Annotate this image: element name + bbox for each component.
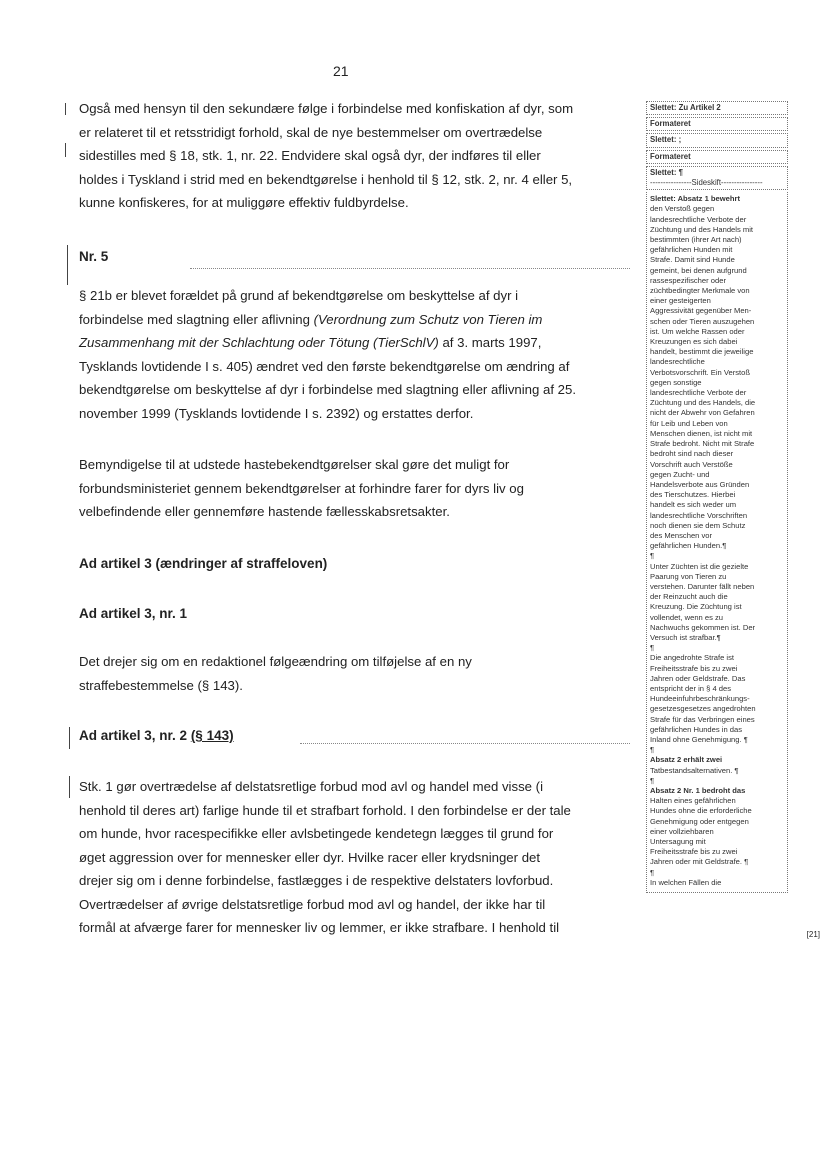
- balloon-line: Handelsverbote aus Gründen: [650, 479, 750, 489]
- balloon-line: landesrechtliche Vorschriften: [650, 510, 748, 520]
- balloon-line: den Verstoß gegen: [650, 204, 715, 214]
- balloon-line: Jahren oder Geldstrafe. Das: [650, 673, 746, 683]
- balloon-line: Züchtung und des Handels mit: [650, 224, 753, 234]
- balloon-line: Freiheitsstrafe bis zu zwei: [650, 663, 738, 673]
- balloon-line: Verbotsvorschrift. Ein Verstoß: [650, 367, 751, 377]
- balloon-line: Strafe für das Verbringen eines: [650, 714, 755, 724]
- balloon-line: Hundeeinfuhrbeschränkungs-: [650, 694, 750, 704]
- balloon-line: Inland ohne Genehmigung. ¶: [650, 734, 748, 744]
- balloon-line: Strafe bedroht. Nicht mit Strafe: [650, 439, 755, 449]
- balloon-line: einer vollziehbaren: [650, 826, 714, 836]
- comment-connector: [190, 268, 630, 269]
- balloon-line: Menschen dienen, ist nicht mit: [650, 428, 753, 438]
- balloon-line: des Menschen vor: [650, 530, 713, 540]
- revision-balloon[interactable]: Slettet: ;: [646, 133, 788, 147]
- balloon-line: ¶: [650, 551, 655, 561]
- paragraph: Stk. 1 gør overtrædelse af delstatsretlige forbud mod avl og handel med visse (i henhold til deres art) farlige hunde til et strafbart forhold. I den forbindelse er der tale om hunde, hvor racespecifikke eller avlsbetingede kendetegn lægges til grund for øget aggression over for mennesker eller dyr. Hvilke racer eller krydsninger det drejer sig om i denne forbindelse, fastlægges i de respektive delstaters lovforbud. Overtrædelser af øvrige delstatsretlige forbud mod avl og handel, der ikke har til formål at afværge farer for mennesker liv og lemmer, er ikke strafbare. I henhold til: [79, 779, 571, 935]
- section-heading: Ad artikel 3, nr. 1: [79, 606, 188, 621]
- balloon-line: nicht der Abwehr von Gefahren: [650, 408, 755, 418]
- paragraph: Også med hensyn til den sekundære følge i forbindelse med konfiskation af dyr, som er relateret til et retsstridigt forhold, skal de nye bestemmelser om overtrædelse sidestilles med § 18, stk. 1, nr. 22. Endvidere skal også dyr, der indføres til eller holdes i Tyskland i strid med en bekendtgørelse i henhold til § 12, stk. 2, nr. 4 eller 5, kunne konfiskeres, for at muliggøre effektiv fuldbyrdelse.: [79, 101, 574, 210]
- balloon-line: ¶: [650, 775, 655, 785]
- balloon-line: gegen Zucht- und: [650, 469, 710, 479]
- balloon-line: Kreuzung. Die Züchtung ist: [650, 602, 742, 612]
- balloon-line: schen oder Tieren auszugehen: [650, 316, 755, 326]
- balloon-line: Unter Züchten ist die gezielte: [650, 561, 749, 571]
- section-heading: Ad artikel 3, nr. 2 (§ 143): [79, 728, 234, 743]
- balloon-line: Kreuzungen es sich dabei: [650, 337, 738, 347]
- change-bar: [67, 245, 68, 285]
- change-bar: [69, 776, 70, 798]
- paragraph: Det drejer sig om en redaktionel følgeændring om tilføjelse af en ny straffebestemmelse (§ 143).: [79, 654, 472, 693]
- balloon-line: Jahren oder mit Geldstrafe. ¶: [650, 857, 749, 867]
- balloon-line: der Reinzucht auch die: [650, 592, 728, 602]
- balloon-line: des Tierschutzes. Hierbei: [650, 490, 736, 500]
- paragraph: § 21b er blevet forældet på grund af bekendtgørelse om beskyttelse af dyr i forbindelse med slagtning eller aflivning (Verordnung zum Schutz von Tieren im Zusammenhang mit der Schlachtung oder Tötung (TierSchlV) af 3. marts 1997, Tysklands lovtidende I s. 405) ændret ved den første bekendtgørelse om ændring af bekendtgørelse om beskyttelse af dyr i forbindelse med slagtning eller aflivning af 25. november 1999 (Tysklands lovtidende I s. 2392) og erstattes derfor.: [79, 288, 576, 421]
- section-heading: Nr. 5: [79, 249, 109, 264]
- change-bar: [65, 103, 66, 115]
- change-bar: [65, 143, 66, 157]
- balloon-line: In welchen Fällen die: [650, 877, 722, 887]
- balloon-line: handelt, bestimmt die jeweilige: [650, 347, 754, 357]
- balloon-line: Untersagung mit: [650, 837, 706, 847]
- balloon-line: bedroht sind nach dieser: [650, 449, 734, 459]
- revision-balloon[interactable]: Formateret: [646, 117, 788, 131]
- balloon-line: Tatbestandsalternativen. ¶: [650, 765, 739, 775]
- balloon-line: Freiheitsstrafe bis zu zwei: [650, 847, 738, 857]
- comment-tag[interactable]: [21]: [806, 930, 820, 939]
- change-bar: [69, 727, 70, 749]
- balloon-line: züchtbedingter Merkmale von: [650, 286, 750, 296]
- balloon-line: landesrechtliche Verbote der: [650, 214, 747, 224]
- balloon-line: bestimmten (ihrer Art nach): [650, 235, 742, 245]
- balloon-line: gefährlichen Hunden.¶: [650, 541, 727, 551]
- balloon-line: landesrechtliche Verbote der: [650, 388, 747, 398]
- balloon-line: Slettet: Absatz 1 bewehrt: [650, 194, 741, 204]
- revision-balloon-deleted-text[interactable]: [646, 192, 788, 893]
- balloon-line: ¶: [650, 745, 655, 755]
- balloon-line: gegen sonstige: [650, 377, 702, 387]
- balloon-line: Vorschrift auch Verstöße: [650, 459, 733, 469]
- balloon-line: gefährlichen Hundes in das: [650, 724, 743, 734]
- balloon-line: ¶: [650, 643, 655, 653]
- revision-balloon[interactable]: Formateret: [646, 150, 788, 164]
- balloon-line: Halten eines gefährlichen: [650, 796, 736, 806]
- balloon-line: gesetzesgesetzes angedrohten: [650, 704, 756, 714]
- balloon-line: noch dienen sie dem Schutz: [650, 520, 746, 530]
- balloon-line: ¶: [650, 867, 655, 877]
- balloon-line: handelt es sich weder um: [650, 500, 737, 510]
- balloon-line: Nachwuchs gekommen ist. Der: [650, 622, 756, 632]
- revision-margin: [646, 101, 788, 893]
- revision-balloon[interactable]: Slettet: Zu Artikel 2: [646, 101, 788, 115]
- balloon-line: entspricht der in § 4 des: [650, 683, 732, 693]
- section-heading: Ad artikel 3 (ændringer af straffeloven): [79, 556, 328, 571]
- balloon-line: verstehen. Darunter fällt neben: [650, 581, 755, 591]
- balloon-line: Paarung von Tieren zu: [650, 571, 727, 581]
- paragraph: Bemyndigelse til at udstede hastebekendtgørelser skal gøre det muligt for forbundsministeriet gennem bekendtgørelser at forhindre farer for dyrs liv og velbefindende eller gennemføre hastende fællesskabsretsakter.: [79, 457, 524, 519]
- balloon-line: Aggressivität gegenüber Men-: [650, 306, 752, 316]
- balloon-line: vollendet, wenn es zu: [650, 612, 724, 622]
- balloon-line: Hundes ohne die erforderliche: [650, 806, 752, 816]
- balloon-line: Absatz 2 erhält zwei: [650, 755, 723, 765]
- balloon-line: rassespezifischer oder: [650, 275, 726, 285]
- balloon-line: landesrechtliche: [650, 357, 705, 367]
- balloon-line: einer gesteigerten: [650, 296, 711, 306]
- balloon-line: gefährlichen Hunden mit: [650, 245, 733, 255]
- balloon-line: Versuch ist strafbar.¶: [650, 632, 721, 642]
- balloon-line: Die angedrohte Strafe ist: [650, 653, 735, 663]
- comment-connector: [300, 743, 630, 744]
- balloon-line: Genehmigung oder entgegen: [650, 816, 749, 826]
- balloon-line: Strafe. Damit sind Hunde: [650, 255, 735, 265]
- page-number: 21: [333, 63, 349, 79]
- balloon-line: ist. Um welche Rassen oder: [650, 326, 745, 336]
- balloon-line: für Leib und Leben von: [650, 418, 728, 428]
- revision-balloon[interactable]: Slettet: ¶ ----------------Sideskift----------------: [646, 166, 788, 190]
- balloon-line: gemeint, bei denen aufgrund: [650, 265, 747, 275]
- balloon-line: Züchtung und des Handels, die: [650, 398, 756, 408]
- balloon-line: Absatz 2 Nr. 1 bedroht das: [650, 786, 746, 795]
